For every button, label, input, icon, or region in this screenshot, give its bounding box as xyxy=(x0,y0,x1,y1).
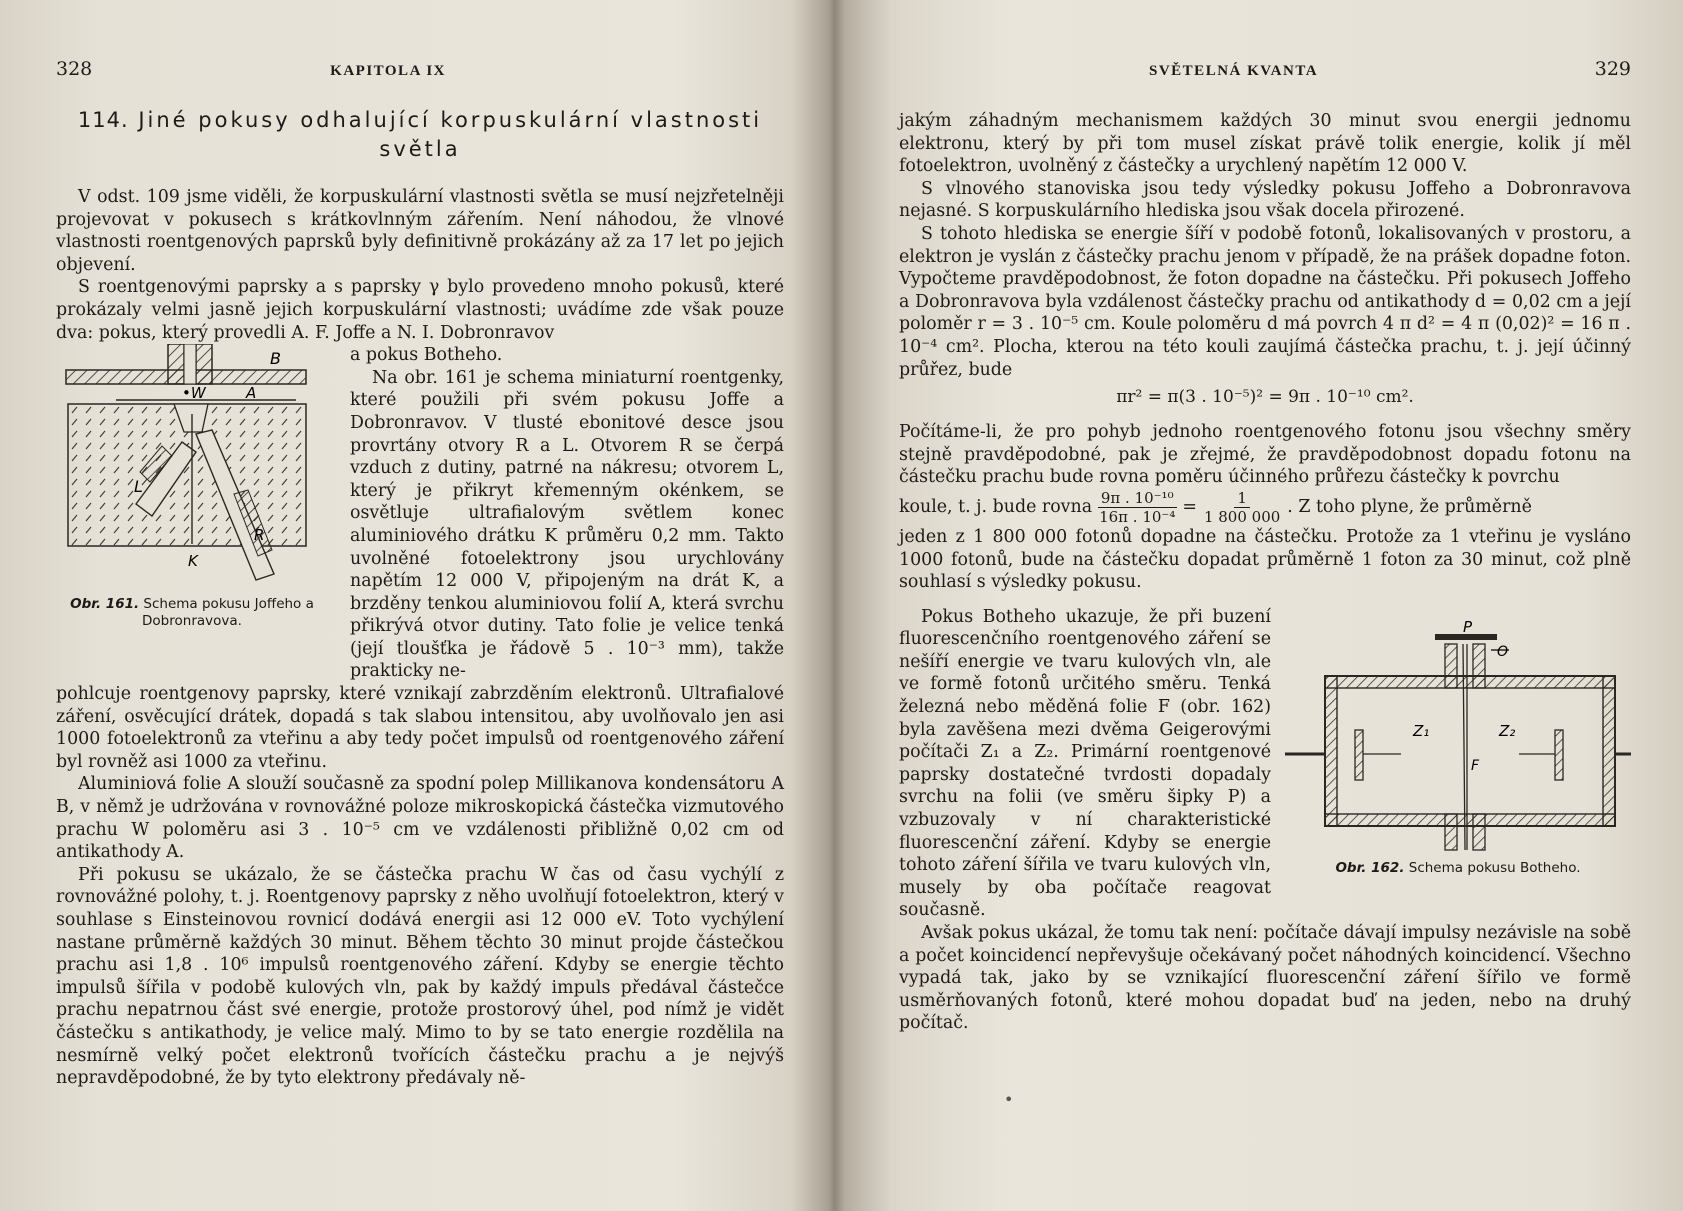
label-a: A xyxy=(246,384,257,403)
section-number: 114. xyxy=(77,108,129,132)
label-z2: Z₂ xyxy=(1499,721,1516,740)
paragraph: Aluminiová folie A slouží současně za spodní polep Millikanova kondensátoru A B, v němž je udržována v rovnovážné poloze mikroskopická částečka vizmutového prachu W poloměru asi 3 . 10⁻⁵ cm ve vzdálenosti přibližně 0,02 cm od antikathody A. xyxy=(56,774,784,863)
paragraph: S roentgenovými paprsky a s paprsky γ bylo provedeno mnoho pokusů, které prokázaly velmi jasně jejich korpuskulární vlastnosti; uvádíme zde však pouze dva: pokus, který provedli A. F. Joffe a N. I. Dobronravov xyxy=(56,277,784,343)
paragraph: jeden z 1 800 000 fotonů dopadne na částečku. Protože za 1 vteřinu je vysláno 1000 fotonů, bude na částečku dopadat průměrně 1 foton za 30 minut, což plně souhlasí s výsledky pokusu. xyxy=(899,526,1631,593)
caption-text: Schema pokusu Botheho. xyxy=(1408,859,1581,876)
fraction-denominator: 16π . 10⁻⁴ xyxy=(1099,507,1176,526)
paragraph: Avšak pokus ukázal, že tomu tak není: počítače dávají impulsy nezávisle na sobě a počet koincidencí nepřevyšuje očekávaný počet náhodných koincidencí. Všechno vypadá tak, jako by se vznikající fluorescenční záření šířilo ve formě usměrňovaných fotonů, které mohou dopadat buď na jeden, nebo na druhý počítač. xyxy=(899,923,1631,1034)
section-title-text: Jiné pokusy odhalující korpuskulární vlastnosti světla xyxy=(138,108,763,161)
equals-sign: = xyxy=(1182,497,1197,518)
paragraph: pohlcuje roentgenovy paprsky, které vznikají zabrzděním elektronů. Ultrafialové záření, osvěcující drátek, dopadá s tak slabou intensitou, aby uvolňovalo jen asi 1000 fotoelektronů za vteřinu a aby tedy počet impulsů od roentgenového záření byl rovněž asi 1000 za vteřinu. xyxy=(56,684,784,772)
running-head xyxy=(56,58,784,84)
page-speck: • xyxy=(1004,1090,1014,1109)
label-r: R xyxy=(254,526,265,545)
paragraph: Pokus Botheho ukazuje, že při buzení fluorescenčního roentgenového záření se nešíří energie ve tvaru kulových vln, ale ve formě fotonů určitého směru. Tenká železná nebo měděná folie F (obr. 162) byla zavěšena mezi dvěma Geigerovými počítači Z₁ a Z₂. Primární roentgenové paprsky dostatečné tvrdosti dopadaly svrchu na folii (ve směru šipky P) a vzbuzovaly v ní charakteristické fluorescenční záření. Kdyby se energie tohoto záření šířila ve tvaru kulových vln, musely by oba počítače reagovat současně. xyxy=(899,606,1271,921)
label-w: •W xyxy=(182,384,206,403)
paragraph: S tohoto hlediska se energie šíří v podobě fotonů, lokalisovaných v prostoru, a elektron je vyslán z částečky prachu jenom v případě, že na prášek dopadne foton. Vypočteme pravděpodobnost, že foton dopadne na částečku. Při pokusech Joffeho a Dobronravova byla vzdálenost částečky prachu od antikathody d = 0,02 cm a její poloměr r = 3 . 10⁻⁵ cm. Koule poloměru d má povrch 4 π d² = 4 π (0,02)² = 16 π . 10⁻⁴ cm². Plocha, kterou na této kouli zaujímá částečka prachu, t. j. její účinný průřez, bude xyxy=(899,223,1631,380)
figure-162-diagram xyxy=(1285,620,1631,856)
fraction-denominator: 1 800 000 xyxy=(1203,507,1281,526)
running-head xyxy=(899,58,1631,84)
fraction-1 xyxy=(1096,489,1178,526)
fraction-lead-text: koule, t. j. bude rovna xyxy=(899,497,1093,518)
paragraph: jakým záhadným mechanismem každých 30 minut svou energii jednomu elektronu, který by při tom musel získat právě tolik energie, kolik jí měl fotoelektron, uvolněný z částečky a urychlený napětím 12 000 V. xyxy=(899,111,1631,177)
fraction-numerator: 9π . 10⁻¹⁰ xyxy=(1098,489,1177,508)
page-number: 329 xyxy=(1594,58,1631,80)
figure-161-block xyxy=(56,344,784,683)
caption-text: Schema pokusu Joffeho a Dobronravova. xyxy=(142,596,314,630)
label-k: K xyxy=(188,552,198,571)
label-z1: Z₁ xyxy=(1413,721,1430,740)
paragraph: a pokus Botheho. xyxy=(350,345,503,366)
figure-side-text xyxy=(350,344,784,683)
label-b: B xyxy=(270,349,281,369)
figure-162-caption xyxy=(1285,860,1631,877)
fraction-equation xyxy=(899,489,1631,526)
figure-161-caption xyxy=(56,596,328,630)
caption-number: Obr. 161. xyxy=(70,596,140,613)
fraction-trail-text: . Z toho plyne, že průměrně xyxy=(1287,497,1532,518)
label-o: O xyxy=(1497,643,1509,660)
section-heading xyxy=(56,106,784,164)
paragraph: Na obr. 161 je schema miniaturní roentgenky, které použili při svém pokusu Joffe a Dobronravov. V tlusté ebonitové desce jsou provrtány otvory R a L. Otvorem R se čerpá vzduch z dutiny, patrné na nákresu; otvorem L, který je přikryt křemenným okénkem, se osvětluje ultrafialovým světlem konec aluminiového drátku K průměru 0,2 mm. Takto uvolněné fotoelektrony jsou urychlovány napětím 12 000 V, připojeným na drát K, a brzděny tenkou aluminiovou folií A, která svrchu přikrývá otvor dutiny. Tato folie je velice tenká (její tloušťka je řádově 5 . 10⁻³ mm), takže prakticky ne- xyxy=(350,367,784,682)
running-title: KAPITOLA IX xyxy=(330,63,446,79)
paragraph: Při pokusu se ukázalo, že se částečka prachu W čas od času vychýlí z rovnovážné polohy, t. j. Roentgenovy paprsky z něho uvolňují fotoelektron, který v souhlase s Einsteinovou rovnicí dodává energii asi 12 000 eV. Toto vychýlení nastane průměrně každých 30 minut. Během těchto 30 minut projde částečkou prachu asi 1,8 . 10⁶ impulsů roentgenového záření. Kdyby se energie těchto impulsů šířila v podobě kulových vln, pak by každý impuls předával částečce prachu nepatrnou část své energie, protože prostorový úhel, pod nímž je vidět částečku s antikathody, je velice malý. Mimo to by se tato energie rozdělila na nesmírně velký počet elektronů tvořících částečku prachu a je nejvýš nepravděpodobné, že by tyto elektrony předávaly ně- xyxy=(56,864,784,1089)
figure-side-text xyxy=(899,606,1271,922)
running-title: SVĚTELNÁ KVANTA xyxy=(1149,63,1319,79)
paragraph: S vlnového stanoviska jsou tedy výsledky pokusu Joffeho a Dobronravova nejasné. S korpuskulárního hlediska jsou však docela přirozené. xyxy=(899,178,1631,222)
fraction-numerator: 1 xyxy=(1234,489,1250,508)
left-page xyxy=(0,0,820,1211)
figure-161 xyxy=(56,344,328,630)
paragraph: V odst. 109 jsme viděli, že korpuskulární vlastnosti světla se musí nejzřetelněji projevovat v pokusech s krátkovlnným zářením. Není náhodou, že vlnové vlastnosti roentgenových paprsků byly definitivně prokázány až za 17 let po jejich objevení. xyxy=(56,187,784,275)
equation: πr² = π(3 . 10⁻⁵)² = 9π . 10⁻¹⁰ cm². xyxy=(1116,387,1414,408)
paragraph: Počítáme-li, že pro pohyb jednoho roentgenového fotonu jsou všechny směry stejně pravděpodobné, pak je zřejmé, že pravděpodobnost dopadu fotonu na částečku prachu bude rovna poměru účinného průřezu částečky k povrchu xyxy=(899,422,1631,488)
right-page xyxy=(825,0,1683,1211)
page-number: 328 xyxy=(56,58,93,80)
fraction-2 xyxy=(1201,489,1283,526)
figure-161-diagram xyxy=(56,344,328,592)
figure-162-block xyxy=(899,606,1631,922)
label-f: F xyxy=(1471,757,1480,774)
label-l: L xyxy=(134,477,143,497)
figure-162 xyxy=(1285,620,1631,877)
label-p: P xyxy=(1463,619,1473,636)
caption-number: Obr. 162. xyxy=(1335,859,1405,876)
